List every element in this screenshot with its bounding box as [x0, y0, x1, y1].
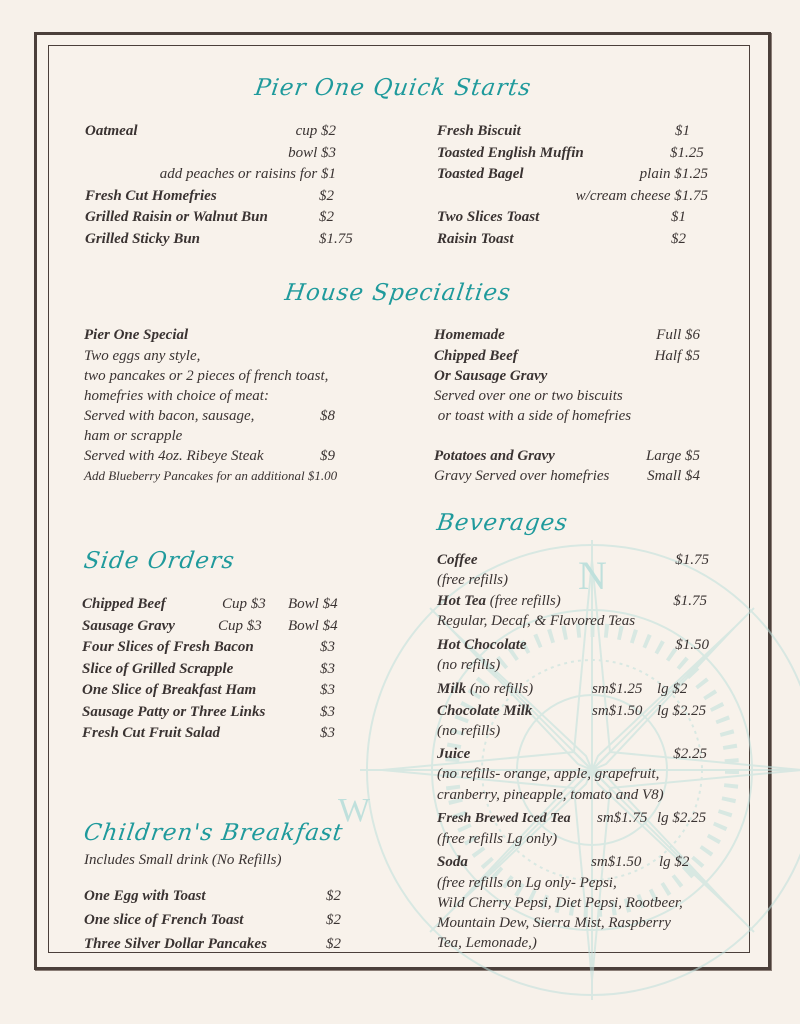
bev-coffee: Coffee — [437, 552, 478, 568]
bev-juice: Juice — [437, 746, 471, 762]
price-potatoes-large: Large $5 — [645, 448, 700, 464]
soda-note-3: Mountain Dew, Sierra Mist, Raspberry — [437, 915, 671, 931]
price-potatoes-small: Small $4 — [647, 468, 700, 484]
special-addon: Add Blueberry Pancakes for an additional $1.00 — [84, 468, 338, 483]
special-line-4: Served with bacon, sausage, — [84, 408, 255, 424]
compass-west-label: W — [338, 792, 371, 829]
soda-note-1: (free refills on Lg only- Pepsi, — [437, 875, 617, 891]
price-raisin-toast: $2 — [671, 231, 686, 247]
side-item-bowl: Bowl $4 — [288, 596, 338, 612]
item-chipped-beef-line-3: Or Sausage Gravy — [434, 368, 548, 384]
side-item-price: $3 — [320, 725, 335, 741]
kids-item-name: One slice of French Toast — [84, 912, 244, 928]
side-item-bowl: Bowl $4 — [288, 618, 338, 634]
price-muffin: $1.25 — [670, 145, 704, 161]
bev-iced-tea: Fresh Brewed Iced Tea — [437, 811, 571, 826]
coffee-note: (free refills) — [437, 572, 508, 588]
section-title-house-specialties: House Specialties — [283, 280, 513, 306]
price-oatmeal-cup: cup $2 — [295, 123, 336, 139]
bev-milk-suffix: (no refills) — [466, 681, 534, 697]
side-item-cup: Cup $3 — [218, 618, 262, 634]
price-bagel-plain: plain $1.25 — [639, 166, 708, 182]
price-special-meat: $8 — [320, 408, 335, 424]
side-item-price: $3 — [320, 639, 335, 655]
special-line-6: Served with 4oz. Ribeye Steak — [84, 448, 264, 464]
price-iced-tea-sm: sm$1.75 — [597, 810, 648, 826]
price-hot-tea: $1.75 — [673, 593, 707, 609]
bev-soda: Soda — [437, 854, 468, 870]
juice-note-2: cranberry, pineapple, tomato and V8) — [437, 787, 664, 803]
side-item-price: $3 — [320, 661, 335, 677]
soda-note-4: Tea, Lemonade,) — [437, 935, 537, 951]
section-title-childrens-breakfast: Children's Breakfast — [82, 820, 345, 846]
juice-note-1: (no refills- orange, apple, grapefruit, — [437, 766, 660, 782]
bev-milk — [437, 679, 533, 700]
bev-hot-tea-suffix: (free refills) — [486, 593, 561, 609]
item-toast: Two Slices Toast — [437, 209, 540, 225]
oatmeal-addon: add peaches or raisins for $1 — [159, 166, 336, 182]
potatoes-desc: Gravy Served over homefries — [434, 468, 610, 484]
item-raisin-bun: Grilled Raisin or Walnut Bun — [85, 209, 268, 225]
hot-chocolate-note: (no refills) — [437, 657, 501, 673]
price-bagel-cream: w/cream cheese $1.75 — [575, 188, 708, 204]
bev-hot-tea — [437, 591, 561, 612]
item-biscuit: Fresh Biscuit — [437, 123, 521, 139]
price-soda-sm: sm$1.50 — [591, 854, 642, 870]
compass-north-label: N — [578, 553, 607, 598]
side-item-name: One Slice of Breakfast Ham — [82, 682, 257, 698]
kids-item-price: $2 — [326, 912, 341, 928]
section-title-side-orders: Side Orders — [82, 548, 237, 574]
side-item-name: Sausage Gravy — [82, 618, 175, 634]
price-soda-lg: lg $2 — [659, 854, 690, 870]
item-bagel: Toasted Bagel — [437, 166, 524, 182]
price-raisin-bun: $2 — [319, 209, 334, 225]
item-potatoes-gravy: Potatoes and Gravy — [434, 448, 555, 464]
special-line-3: homefries with choice of meat: — [84, 388, 269, 404]
special-line-5: ham or scrapple — [84, 428, 183, 444]
kids-item-price: $2 — [326, 888, 341, 904]
item-oatmeal: Oatmeal — [85, 123, 138, 139]
item-pier-one-special: Pier One Special — [84, 327, 189, 343]
soda-note-2: Wild Cherry Pepsi, Diet Pepsi, Rootbeer, — [437, 895, 683, 911]
price-hot-chocolate: $1.50 — [675, 637, 709, 653]
item-sticky-bun: Grilled Sticky Bun — [85, 231, 201, 247]
side-item-price: $3 — [320, 704, 335, 720]
item-chipped-beef-line-2: Chipped Beef — [434, 348, 518, 364]
kids-item-price: $2 — [326, 936, 341, 952]
price-sticky-bun: $1.75 — [319, 231, 353, 247]
price-milk-sm: sm$1.25 — [592, 681, 643, 697]
price-toast: $1 — [671, 209, 686, 225]
price-chipped-beef-full: Full $6 — [656, 327, 700, 343]
special-line-2: two pancakes or 2 pieces of french toast, — [84, 368, 329, 384]
chocolate-milk-note: (no refills) — [437, 723, 501, 739]
special-line-1: Two eggs any style, — [84, 348, 201, 364]
side-item-name: Chipped Beef — [82, 596, 166, 612]
side-item-name: Fresh Cut Fruit Salad — [82, 725, 220, 741]
iced-tea-note: (free refills Lg only) — [437, 831, 558, 847]
chipped-beef-desc-2: or toast with a side of homefries — [434, 408, 632, 424]
price-coffee: $1.75 — [675, 552, 709, 568]
price-juice: $2.25 — [673, 746, 707, 762]
price-oatmeal-bowl: bowl $3 — [288, 145, 336, 161]
side-item-name: Sausage Patty or Three Links — [82, 704, 266, 720]
item-raisin-toast: Raisin Toast — [437, 231, 514, 247]
kids-item-name: Three Silver Dollar Pancakes — [84, 936, 267, 952]
section-title-beverages: Beverages — [435, 510, 570, 536]
price-chipped-beef-half: Half $5 — [654, 348, 700, 364]
item-chipped-beef-line-1: Homemade — [434, 327, 505, 343]
childrens-subtitle: Includes Small drink (No Refills) — [84, 852, 282, 868]
price-special-steak: $9 — [320, 448, 335, 464]
bev-hot-tea-name: Hot Tea — [437, 593, 487, 609]
price-iced-tea-lg: lg $2.25 — [657, 810, 707, 826]
bev-milk-name: Milk — [437, 681, 467, 697]
price-milk-lg: lg $2 — [657, 681, 688, 697]
section-title-quick-starts: Pier One Quick Starts — [253, 75, 534, 101]
bev-hot-chocolate: Hot Chocolate — [437, 637, 527, 653]
price-homefries: $2 — [319, 188, 334, 204]
price-chocolate-milk-sm: sm$1.50 — [592, 703, 643, 719]
kids-item-name: One Egg with Toast — [84, 888, 206, 904]
item-homefries: Fresh Cut Homefries — [85, 188, 217, 204]
side-item-cup: Cup $3 — [222, 596, 266, 612]
item-muffin: Toasted English Muffin — [437, 145, 584, 161]
side-item-name: Four Slices of Fresh Bacon — [82, 639, 254, 655]
side-item-price: $3 — [320, 682, 335, 698]
bev-chocolate-milk: Chocolate Milk — [437, 703, 533, 719]
price-biscuit: $1 — [675, 123, 690, 139]
side-item-name: Slice of Grilled Scrapple — [82, 661, 234, 677]
price-chocolate-milk-lg: lg $2.25 — [657, 703, 707, 719]
hot-tea-note: Regular, Decaf, & Flavored Teas — [437, 613, 636, 629]
chipped-beef-desc-1: Served over one or two biscuits — [434, 388, 623, 404]
